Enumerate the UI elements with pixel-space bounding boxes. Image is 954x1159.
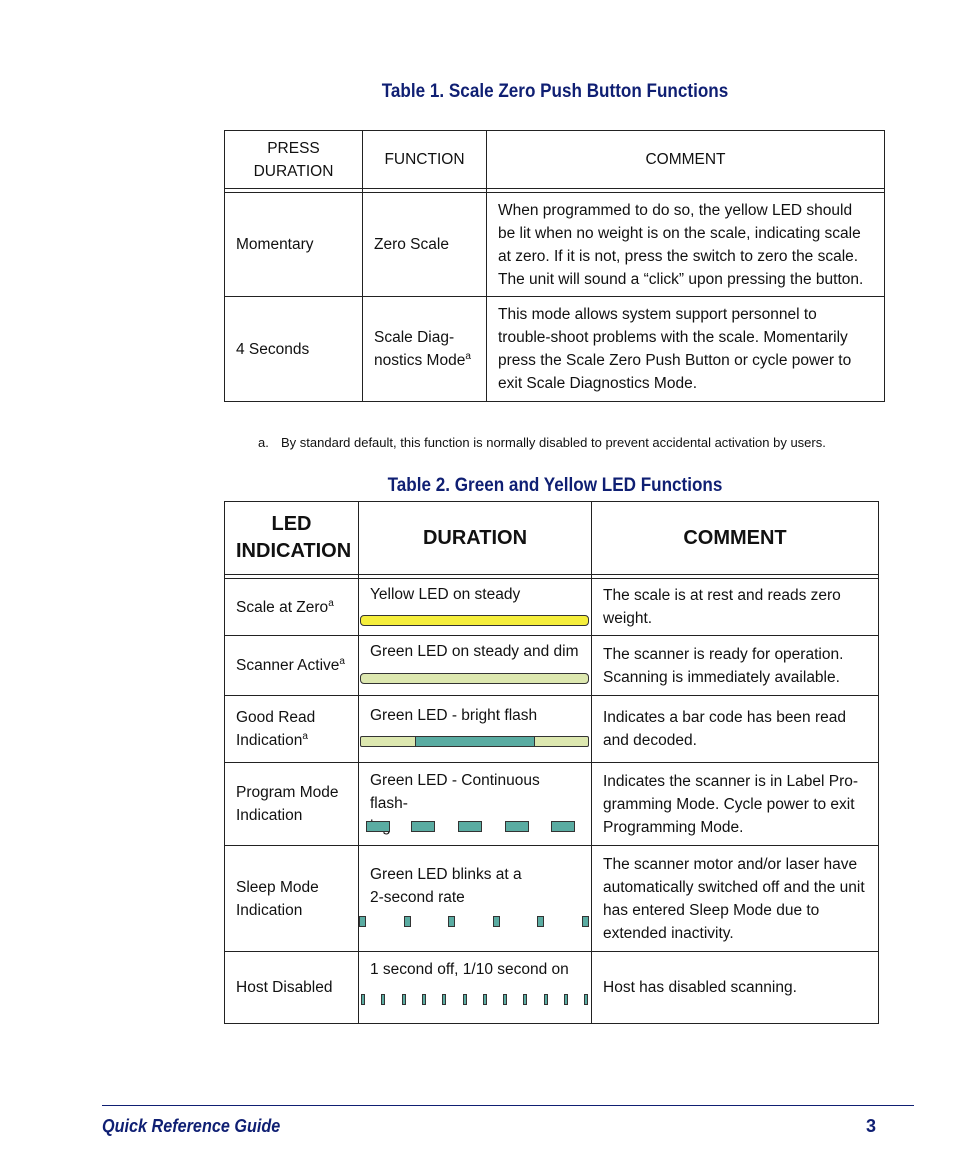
bright-flash-segment <box>415 736 535 747</box>
table-row <box>225 636 879 696</box>
short-blink-segment <box>361 994 365 1005</box>
table-row <box>225 579 879 636</box>
header-duration: DURATION <box>359 502 592 575</box>
header-comment: COMMENT <box>592 502 879 575</box>
table-header-row <box>225 131 885 189</box>
row-duration: 4 Seconds <box>225 297 363 402</box>
short-blink-segment <box>422 994 426 1005</box>
short-blink-segment <box>442 994 446 1005</box>
continuous-flash-segment <box>458 821 482 832</box>
short-blink-segment <box>463 994 467 1005</box>
function-text: Scale Diag- nostics Mode <box>374 329 466 369</box>
row-comment: When programmed to do so, the yellow LED should be lit when no weight is on the scale, indicating scale at zero. If it is not, press the switch to zero the scale. The unit will sound a “click” upon pressing the button. <box>487 193 885 297</box>
short-blink-segment <box>483 994 487 1005</box>
short-blink-segment <box>584 994 588 1005</box>
table1-caption: Table 1. Scale Zero Push Button Functions <box>381 81 729 102</box>
row-duration <box>359 846 592 952</box>
continuous-flash-segment <box>411 821 435 832</box>
footer-rule <box>102 1105 914 1106</box>
header-led-indication: LED INDICATION <box>225 502 359 575</box>
row-indication: Program Mode Indication <box>225 763 359 846</box>
row-comment: Indicates the scanner is in Label Pro-gramming Mode. Cycle power to exit Programming Mode. <box>592 763 879 846</box>
indication-text: Scale at Zero <box>236 598 329 616</box>
blink-segment <box>582 916 589 927</box>
indication-text: Scanner Active <box>236 657 340 674</box>
table-row <box>225 846 879 952</box>
footnote-marker: a <box>328 597 334 609</box>
continuous-flash-segment <box>505 821 529 832</box>
blink-segment <box>404 916 411 927</box>
header-function: FUNCTION <box>363 131 487 189</box>
row-duration <box>359 763 592 846</box>
row-indication <box>225 696 359 763</box>
row-comment: The scanner motor and/or laser have automatically switched off and the unit has entered Sleep Mode due to extended inactivity. <box>592 846 879 952</box>
row-comment: This mode allows system support personnel to trouble-shoot problems with the scale. Momentarily press the Scale Zero Push Button or cycle power to exit Scale Diagnostics Mode. <box>487 297 885 402</box>
scale-zero-table <box>224 130 885 402</box>
short-blink-segment <box>503 994 507 1005</box>
footnote-marker: a <box>465 350 471 362</box>
row-duration <box>359 696 592 763</box>
indication-text: Good Read Indication <box>236 709 316 749</box>
header-comment: COMMENT <box>487 131 885 189</box>
table-row <box>225 193 885 297</box>
blink-segment <box>537 916 544 927</box>
table-row <box>225 952 879 1024</box>
duration-text: 1 second off, 1/10 second on <box>370 961 569 978</box>
short-blink-segment <box>381 994 385 1005</box>
short-blink-segment <box>564 994 568 1005</box>
footer-guide-title: Quick Reference Guide <box>102 1116 281 1136</box>
green-dim-led-bar <box>360 673 589 684</box>
table2-caption: Table 2. Green and Yellow LED Functions <box>387 475 723 496</box>
table-row <box>225 763 879 846</box>
duration-text: Yellow LED on steady <box>370 586 521 603</box>
table-header-row <box>225 502 879 575</box>
duration-text: Green LED on steady and dim <box>370 643 579 660</box>
row-duration <box>359 579 592 636</box>
yellow-led-bar <box>360 615 589 626</box>
page-number: 3 <box>866 1116 877 1136</box>
led-functions-table <box>224 501 879 1024</box>
row-duration <box>359 952 592 1024</box>
continuous-flash-segment <box>551 821 575 832</box>
short-blink-segment <box>544 994 548 1005</box>
row-function <box>363 297 487 402</box>
row-comment: The scale is at rest and reads zero weight. <box>592 579 879 636</box>
duration-text: Green LED - Continuous flash- <box>370 772 540 812</box>
row-indication <box>225 579 359 636</box>
table-row <box>225 696 879 763</box>
duration-text: Green LED blinks at a 2-second rate <box>370 866 522 906</box>
duration-text: Green LED - bright flash <box>370 707 538 724</box>
footnote-text: By standard default, this function is normally disabled to prevent accidental activation by users. <box>281 435 826 450</box>
row-duration: Momentary <box>225 193 363 297</box>
blink-segment <box>359 916 366 927</box>
row-comment: Indicates a bar code has been read and decoded. <box>592 696 879 763</box>
short-blink-segment <box>523 994 527 1005</box>
blink-segment <box>448 916 455 927</box>
short-blink-segment <box>402 994 406 1005</box>
header-press-duration: PRESS DURATION <box>225 131 363 189</box>
blink-segment <box>493 916 500 927</box>
row-comment: The scanner is ready for operation. Scanning is immediately available. <box>592 636 879 696</box>
table-row <box>225 297 885 402</box>
row-indication: Sleep Mode Indication <box>225 846 359 952</box>
footnote-marker: a <box>339 655 345 667</box>
footnote-label: a. <box>258 435 269 450</box>
row-function: Zero Scale <box>363 193 487 297</box>
row-indication: Host Disabled <box>225 952 359 1024</box>
continuous-flash-segment <box>366 821 390 832</box>
footnote-marker: a <box>302 730 308 742</box>
row-duration <box>359 636 592 696</box>
row-comment: Host has disabled scanning. <box>592 952 879 1024</box>
row-indication <box>225 636 359 696</box>
